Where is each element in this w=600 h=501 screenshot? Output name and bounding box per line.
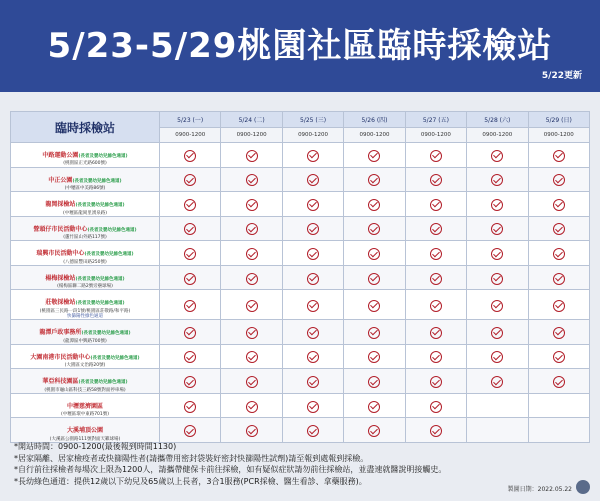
check-icon (553, 327, 565, 339)
note-line: *居家隔離、居家檢疫者或快篩陽性者(請攜帶用密封袋裝好密封快篩陽性試劑)請至報到處報到採檢。 (14, 453, 369, 463)
table-row (11, 143, 590, 168)
site-cell (11, 418, 160, 443)
check-icon (553, 273, 565, 285)
check-icon (184, 150, 196, 162)
site-address: (桃園市龜山區科技三路58號對面停車場) (44, 387, 126, 393)
check-icon (430, 174, 442, 186)
availability-cell (221, 216, 282, 241)
check-icon (246, 425, 258, 437)
site-name: 瑞興市民活動中心 (36, 250, 85, 258)
site-address: (桃園區正光路600號) (63, 161, 107, 167)
table-row (11, 344, 590, 369)
note-line: *開站時間：0900-1200(最後報到時間1130) (14, 442, 177, 451)
time-header: 0900-1200 (344, 128, 405, 143)
availability-cell (160, 241, 221, 266)
check-icon (246, 174, 258, 186)
availability-cell (160, 418, 221, 443)
table-row (11, 393, 590, 418)
check-icon (368, 273, 380, 285)
table-row (11, 241, 590, 266)
availability-cell (282, 320, 343, 345)
site-name: 中壢慈濟園區 (66, 402, 103, 410)
check-icon (430, 425, 442, 437)
availability-cell (160, 143, 221, 168)
availability-cell (528, 192, 589, 217)
availability-cell (344, 192, 405, 217)
site-tag: (長者及嬰幼兒綠色通道) (90, 355, 140, 361)
check-icon (184, 199, 196, 211)
check-icon (368, 150, 380, 162)
availability-cell (467, 393, 528, 418)
availability-cell (528, 265, 589, 290)
availability-cell (344, 320, 405, 345)
site-address: (大溪區公園路111號對面天籟球場) (49, 436, 121, 442)
check-icon (553, 174, 565, 186)
check-icon (491, 300, 503, 312)
site-tag: (長者及嬰幼兒綠色通道) (87, 227, 137, 233)
check-icon (430, 273, 442, 285)
check-icon (553, 223, 565, 235)
site-cell (11, 167, 160, 192)
site-cell (11, 192, 160, 217)
availability-cell (467, 290, 528, 320)
availability-cell (528, 143, 589, 168)
availability-cell (282, 167, 343, 192)
check-icon (430, 223, 442, 235)
site-cell (11, 216, 160, 241)
site-address: (楊梅區聯二路2號旁壘球場) (57, 284, 113, 290)
availability-cell (221, 369, 282, 394)
availability-cell (282, 344, 343, 369)
header-banner (0, 0, 600, 92)
check-icon (368, 425, 380, 437)
availability-cell (221, 192, 282, 217)
day-header: 5/29 (日) (528, 112, 589, 128)
availability-cell (282, 192, 343, 217)
day-header: 5/23 (一) (160, 112, 221, 128)
check-icon (553, 199, 565, 211)
table-row (11, 290, 590, 320)
schedule-table (10, 111, 590, 442)
site-name: 莊敬採檢站 (45, 299, 76, 307)
site-address: (中壢區龍岡里湧泉路) (62, 210, 107, 216)
availability-cell (344, 344, 405, 369)
site-name: 龍岡採檢站 (45, 201, 76, 209)
time-header: 0900-1200 (467, 128, 528, 143)
availability-cell (344, 418, 405, 443)
site-cell (11, 393, 160, 418)
availability-cell (405, 265, 466, 290)
site-cell (11, 290, 160, 320)
check-icon (553, 376, 565, 388)
check-icon (307, 327, 319, 339)
site-address: (蘆竹區山外路117號) (63, 235, 107, 241)
site-address: (中壢區環中東路701號) (60, 412, 110, 418)
availability-cell (528, 344, 589, 369)
availability-cell (344, 216, 405, 241)
site-cell (11, 143, 160, 168)
availability-cell (528, 167, 589, 192)
check-icon (368, 223, 380, 235)
check-icon (307, 401, 319, 413)
availability-cell (467, 192, 528, 217)
site-cell (11, 344, 160, 369)
check-icon (184, 376, 196, 388)
check-icon (307, 199, 319, 211)
table-row (11, 192, 590, 217)
check-icon (307, 376, 319, 388)
check-icon (307, 223, 319, 235)
time-header: 0900-1200 (528, 128, 589, 143)
availability-cell (405, 167, 466, 192)
site-name: 營頭仔市民活動中心 (33, 225, 88, 233)
availability-cell (467, 320, 528, 345)
check-icon (184, 401, 196, 413)
check-icon (491, 327, 503, 339)
check-icon (184, 174, 196, 186)
site-tag: (長者及嬰幼兒綠色通道) (84, 252, 134, 258)
site-tag: (長者及嬰幼兒綠色通道) (78, 380, 128, 386)
site-cell (11, 241, 160, 266)
availability-cell (528, 393, 589, 418)
time-header: 0900-1200 (405, 128, 466, 143)
check-icon (430, 199, 442, 211)
availability-cell (405, 290, 466, 320)
check-icon (246, 300, 258, 312)
check-icon (246, 401, 258, 413)
availability-cell (405, 216, 466, 241)
site-name: 中路運動公園 (42, 152, 79, 159)
site-name: 中正公園 (48, 176, 73, 184)
availability-cell (528, 216, 589, 241)
check-icon (368, 174, 380, 186)
availability-cell (282, 290, 343, 320)
site-cell (11, 320, 160, 345)
check-icon (491, 150, 503, 162)
site-tag: (長者及嬰幼兒綠色通道) (75, 276, 125, 282)
check-icon (184, 300, 196, 312)
site-address: (大園區文治路20號) (64, 363, 106, 369)
check-icon (307, 273, 319, 285)
availability-cell (221, 143, 282, 168)
availability-cell (160, 344, 221, 369)
check-icon (553, 351, 565, 363)
check-icon (430, 401, 442, 413)
check-icon (491, 199, 503, 211)
table-row (11, 216, 590, 241)
table-row (11, 418, 590, 443)
availability-cell (405, 393, 466, 418)
site-name: 大溪埔頂公園 (66, 427, 103, 435)
check-icon (246, 150, 258, 162)
check-icon (246, 351, 258, 363)
availability-cell (467, 265, 528, 290)
check-icon (368, 248, 380, 260)
check-icon (184, 223, 196, 235)
availability-cell (282, 265, 343, 290)
availability-cell (467, 369, 528, 394)
note-line: *長幼綠色通道：提供12歲以下幼兒及65歲以上長者，3合1服務(PCR採檢、醫生看診、拿藥服務)。 (14, 476, 367, 486)
availability-cell (160, 167, 221, 192)
day-header: 5/25 (三) (282, 112, 343, 128)
time-header: 0900-1200 (221, 128, 282, 143)
check-icon (430, 351, 442, 363)
availability-cell (405, 369, 466, 394)
page-title: 5/23-5/29桃園社區臨時採檢站 (47, 26, 553, 66)
check-icon (184, 248, 196, 260)
check-icon (491, 223, 503, 235)
availability-cell (160, 320, 221, 345)
site-tag: (長者及嬰幼兒綠色通道) (75, 301, 125, 307)
check-icon (491, 174, 503, 186)
check-icon (307, 248, 319, 260)
availability-cell (528, 369, 589, 394)
note-line: *自行前往採檢者每場次上限為1200人，請攜帶健保卡前往採檢，如有疑似症狀請勿前往採檢站，並盡速就醫說明接觸史。 (14, 465, 447, 474)
availability-cell (405, 320, 466, 345)
availability-cell (221, 290, 282, 320)
availability-cell (344, 241, 405, 266)
check-icon (368, 401, 380, 413)
availability-cell (344, 393, 405, 418)
availability-cell (282, 393, 343, 418)
availability-cell (528, 320, 589, 345)
availability-cell (467, 216, 528, 241)
availability-cell (344, 167, 405, 192)
check-icon (491, 376, 503, 388)
check-icon (553, 248, 565, 260)
availability-cell (467, 167, 528, 192)
day-header: 5/26 (四) (344, 112, 405, 128)
availability-cell (282, 369, 343, 394)
site-name: 楊梅採檢站 (45, 274, 76, 282)
site-name: 華亞科技園區 (42, 378, 79, 386)
check-icon (246, 199, 258, 211)
site-address: (桃園區三民路一段1號/桃園區莊敬路/和平路) (39, 308, 131, 314)
check-icon (307, 174, 319, 186)
check-icon (246, 327, 258, 339)
check-icon (246, 376, 258, 388)
site-address: (龍潭區中興路700號) (63, 338, 107, 344)
check-icon (368, 300, 380, 312)
availability-cell (405, 344, 466, 369)
day-header: 5/24 (二) (221, 112, 282, 128)
check-icon (184, 273, 196, 285)
availability-cell (344, 369, 405, 394)
time-header: 0900-1200 (282, 128, 343, 143)
check-icon (491, 351, 503, 363)
site-tag: (長者及嬰幼兒綠色通道) (72, 178, 122, 184)
availability-cell (221, 418, 282, 443)
availability-cell (221, 320, 282, 345)
check-icon (307, 300, 319, 312)
check-icon (307, 425, 319, 437)
check-icon (307, 150, 319, 162)
table-row (11, 369, 590, 394)
check-icon (491, 273, 503, 285)
check-icon (430, 300, 442, 312)
availability-cell (282, 241, 343, 266)
check-icon (430, 376, 442, 388)
availability-cell (405, 418, 466, 443)
check-icon (184, 327, 196, 339)
availability-cell (467, 241, 528, 266)
availability-cell (221, 265, 282, 290)
availability-cell (160, 393, 221, 418)
check-icon (246, 273, 258, 285)
check-icon (368, 351, 380, 363)
site-tag: (長者及嬰幼兒綠色通道) (78, 154, 128, 159)
update-date: 5/22更新 (541, 71, 582, 81)
availability-cell (344, 265, 405, 290)
site-name: 大園南港市民活動中心 (30, 353, 91, 361)
availability-cell (221, 393, 282, 418)
table-row (11, 167, 590, 192)
check-icon (430, 248, 442, 260)
check-icon (184, 351, 196, 363)
site-column-header: 臨時採檢站 (11, 112, 160, 143)
site-cell (11, 369, 160, 394)
availability-cell (405, 241, 466, 266)
made-date: 製圖日期：2022.05.22 (507, 486, 572, 493)
notes (14, 441, 584, 487)
table-row (11, 265, 590, 290)
availability-cell (160, 192, 221, 217)
site-cell (11, 265, 160, 290)
site-name: 龍潭戶政事務所 (39, 329, 82, 337)
check-icon (553, 150, 565, 162)
city-logo-icon (576, 480, 590, 494)
availability-cell (282, 418, 343, 443)
availability-cell (344, 143, 405, 168)
availability-cell (282, 216, 343, 241)
availability-cell (405, 143, 466, 168)
check-icon (368, 327, 380, 339)
availability-cell (467, 344, 528, 369)
check-icon (307, 351, 319, 363)
check-icon (246, 248, 258, 260)
check-icon (184, 425, 196, 437)
availability-cell (221, 344, 282, 369)
site-extra: 快篩陽性綠色通道 (67, 313, 103, 319)
check-icon (491, 248, 503, 260)
site-tag: (長者及嬰幼兒綠色通道) (75, 203, 125, 209)
table-row (11, 320, 590, 345)
availability-cell (344, 290, 405, 320)
availability-cell (282, 143, 343, 168)
availability-cell (221, 167, 282, 192)
site-address: (八德區豐田路250號) (63, 259, 107, 265)
availability-cell (467, 143, 528, 168)
availability-cell (160, 369, 221, 394)
check-icon (553, 300, 565, 312)
availability-cell (528, 290, 589, 320)
check-icon (368, 376, 380, 388)
availability-cell (221, 241, 282, 266)
availability-cell (160, 265, 221, 290)
availability-cell (528, 241, 589, 266)
availability-cell (528, 418, 589, 443)
day-header: 5/28 (六) (467, 112, 528, 128)
site-address: (中壢區中美路86號) (64, 185, 106, 191)
availability-cell (160, 216, 221, 241)
check-icon (368, 199, 380, 211)
time-header: 0900-1200 (160, 128, 221, 143)
availability-cell (405, 192, 466, 217)
check-icon (430, 150, 442, 162)
check-icon (246, 223, 258, 235)
availability-cell (160, 290, 221, 320)
site-tag: (長者及嬰幼兒綠色通道) (81, 331, 131, 337)
check-icon (430, 327, 442, 339)
day-header: 5/27 (五) (405, 112, 466, 128)
availability-cell (467, 418, 528, 443)
